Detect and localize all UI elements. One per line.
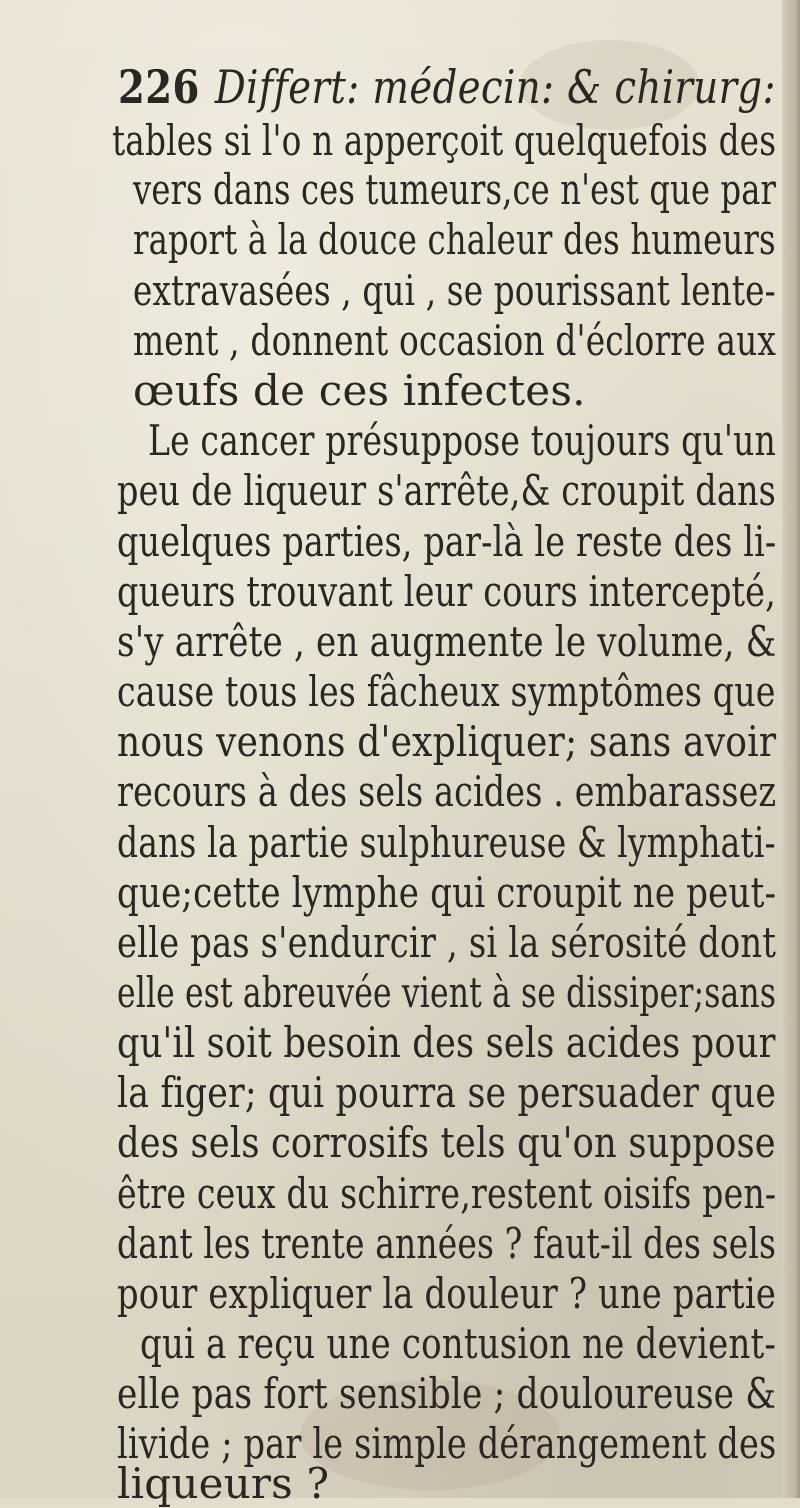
- text-line: qu'il soit besoin des sels acides pour: [117, 1018, 776, 1067]
- text-line: qui a reçu une contusion ne devient-: [140, 1319, 777, 1368]
- text-line: que;cette lymphe qui croupit ne peut-: [117, 868, 777, 917]
- text-line: elle est abreuvée vient à se dissiper;sans: [117, 968, 777, 1017]
- text-line: dans la partie sulphureuse & lymphati-: [117, 818, 776, 867]
- text-line: ment , donnent occasion d'éclorre aux: [133, 316, 777, 365]
- text-line: Le cancer présuppose toujours qu'un: [148, 416, 776, 465]
- text-line: livide ; par le simple dérangement des: [117, 1419, 777, 1468]
- page-number: 226: [118, 60, 200, 114]
- text-line: cause tous les fâcheux symptômes que: [117, 667, 776, 716]
- text-line: raport à la douce chaleur des humeurs: [133, 215, 776, 264]
- text-line: la figer; qui pourra se persuader que: [117, 1068, 777, 1117]
- text-line: s'y arrête , en augmente le volume, &: [117, 617, 777, 666]
- text-line: queurs trouvant leur cours intercepté,: [117, 567, 776, 616]
- text-line: quelques parties, par-là le reste des li-: [117, 517, 777, 566]
- text-line: dant les trente années ? faut-il des sels: [117, 1219, 777, 1268]
- text-line: vers dans ces tumeurs,ce n'est que par: [133, 165, 777, 214]
- page-edge: [782, 0, 800, 1498]
- text-line: extravasées , qui , se pourissant lente-: [133, 266, 776, 315]
- text-line: nous venons d'expliquer; sans avoir: [117, 717, 777, 766]
- text-line: tables si l'o n apperçoit quelquefois des: [112, 116, 777, 165]
- text-line: pour expliquer la douleur ? une partie: [117, 1269, 776, 1318]
- text-line: des sels corrosifs tels qu'on suppose: [117, 1118, 776, 1167]
- running-head: Differt: médecin: & chirurg:: [214, 60, 776, 114]
- text-line: liqueurs ?: [117, 1459, 330, 1508]
- text-line: peu de liqueur s'arrête,& croupit dans: [117, 466, 776, 515]
- text-line: œufs de ces infectes.: [133, 366, 586, 415]
- text-line: recours à des sels acides . embarassez: [117, 767, 777, 816]
- text-line: être ceux du schirre,restent oisifs pen-: [117, 1169, 777, 1218]
- text-line: elle pas fort sensible ; douloureuse &: [117, 1369, 777, 1418]
- text-line: elle pas s'endurcir , si la sérosité dont: [117, 918, 777, 967]
